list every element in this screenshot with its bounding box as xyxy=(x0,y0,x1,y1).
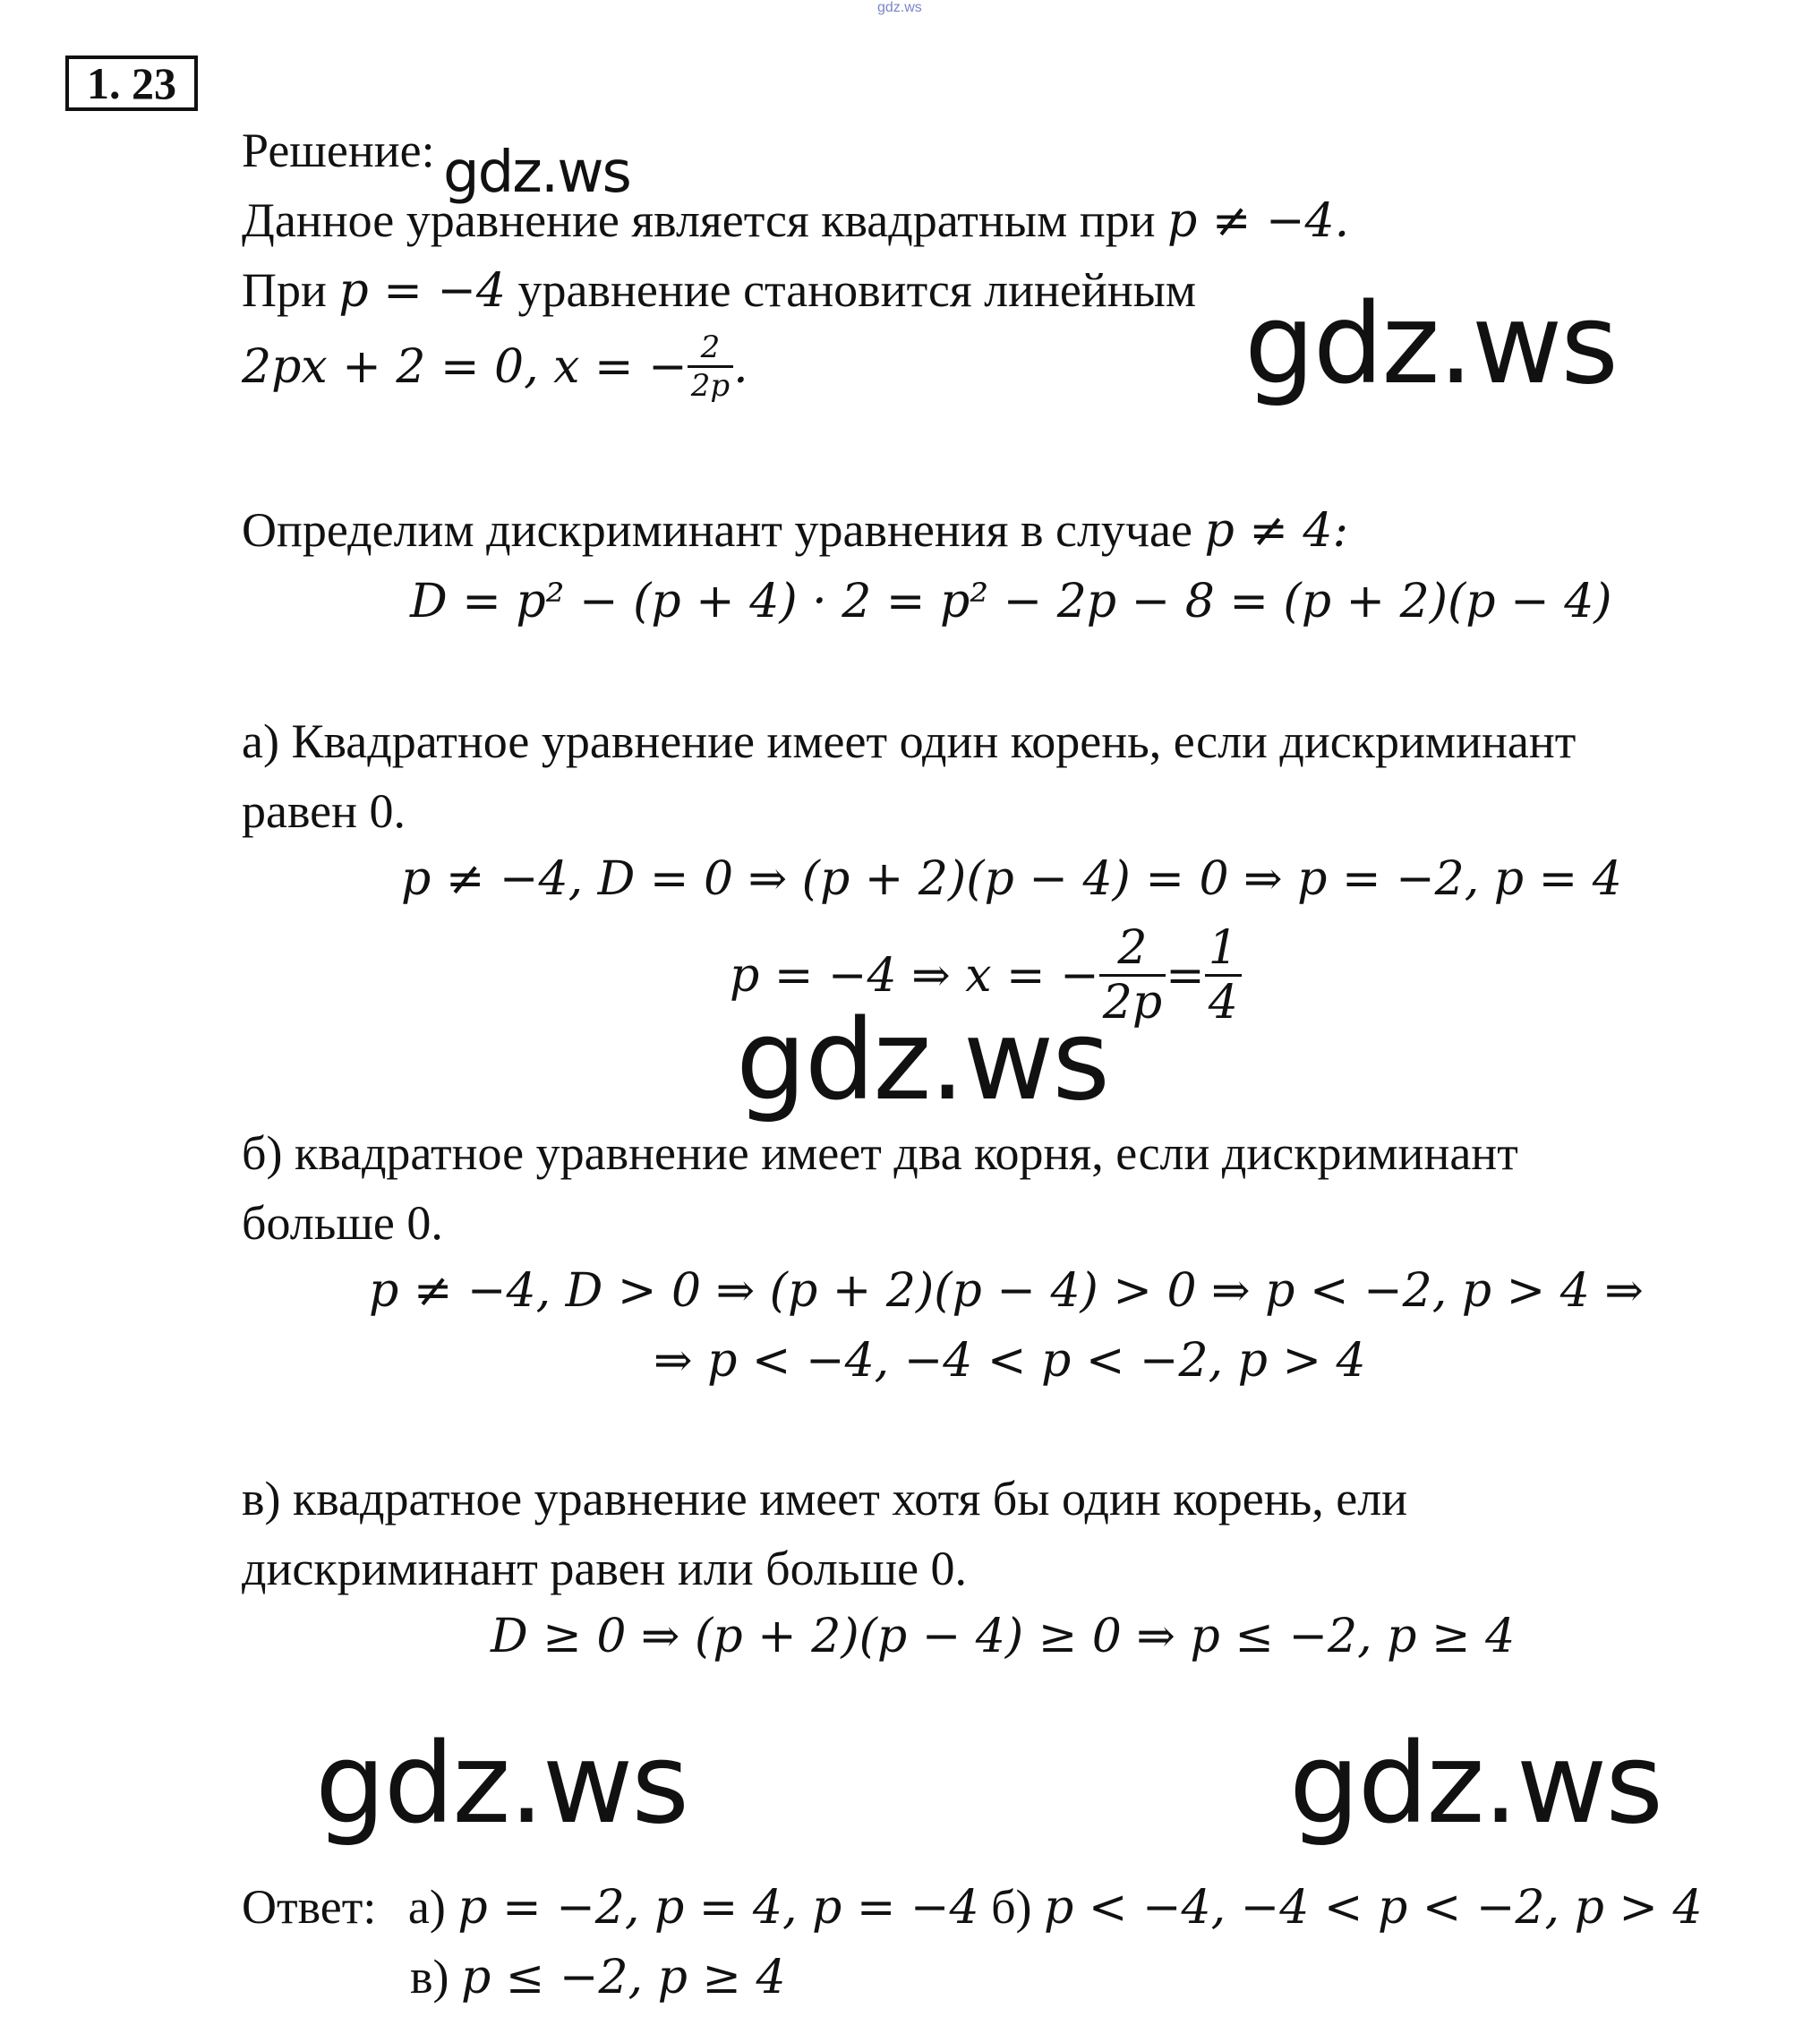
intro-line-2-math: p = −4 xyxy=(338,264,506,318)
part-b-formula-1: p ≠ −4, D > 0 ⇒ (p + 2)(p − 4) > 0 ⇒ p < −2, p > 4 ⇒ xyxy=(369,1264,1644,1318)
discriminant-text: Определим дискриминант уравнения в случае xyxy=(242,503,1205,557)
part-c-formula: D ≥ 0 ⇒ (p + 2)(p − 4) ≥ 0 ⇒ p ≤ −2, p ≥ 4 xyxy=(491,1610,1516,1663)
fraction-denominator: 2p xyxy=(688,365,733,404)
fraction-denominator: 4 xyxy=(1205,974,1242,1029)
part-b-formula-2: ⇒ p < −4, −4 < p < −2, p > 4 xyxy=(654,1334,1366,1388)
discriminant-formula: D = p² − (p + 4) · 2 = p² − 2p − 8 = (p + 2)(p − 4) xyxy=(410,575,1612,628)
answer-c-math: p ≤ −2, p ≥ 4 xyxy=(460,1951,786,2004)
part-b-line-2: больше 0. xyxy=(242,1196,443,1250)
intro-line-2 xyxy=(242,261,1196,320)
answer-line-2 xyxy=(410,1948,786,2006)
intro-line-1-text: Данное уравнение является квадратным при xyxy=(242,193,1168,247)
discriminant-intro xyxy=(242,501,1348,560)
answer-b-label: б) xyxy=(978,1880,1045,1934)
watermark-bottom-left: gdz.ws xyxy=(315,1720,688,1849)
fraction-numerator: 2 xyxy=(1117,921,1148,975)
answer-label: Ответ: xyxy=(242,1880,377,1934)
answer-line-1 xyxy=(242,1878,1703,1936)
intro-line-2-text-b: уравнение становится линейным xyxy=(505,263,1197,317)
watermark-middle: gdz.ws xyxy=(736,996,1108,1125)
part-b-line-1: б) квадратное уравнение имеет два корня, если дискриминант xyxy=(242,1126,1518,1180)
intro-line-1 xyxy=(242,192,1349,250)
watermark-bottom-right: gdz.ws xyxy=(1289,1720,1662,1849)
part-a-formula-2-eq: = xyxy=(1166,948,1205,1003)
intro-line-3 xyxy=(242,329,748,404)
part-c-line-1: в) квадратное уравнение имеет хотя бы один корень, ели xyxy=(242,1472,1408,1526)
part-a-formula-1: p ≠ −4, D = 0 ⇒ (p + 2)(p − 4) = 0 ⇒ p = −2, p = 4 xyxy=(401,852,1622,906)
part-a-line-1: а) Квадратное уравнение имеет один корень, если дискриминант xyxy=(242,714,1576,768)
part-a-fraction-1 xyxy=(1099,922,1166,1029)
watermark-top: gdz.ws xyxy=(877,0,922,15)
watermark-near-solution: gdz.ws xyxy=(443,140,630,206)
intro-line-3-fraction xyxy=(688,329,733,404)
intro-line-1-math: p ≠ −4. xyxy=(1167,194,1350,248)
intro-line-2-text-a: При xyxy=(242,263,339,317)
answer-c-label: в) xyxy=(410,1950,461,2004)
discriminant-condition: p ≠ 4: xyxy=(1204,504,1349,558)
part-c-line-2: дискриминант равен или больше 0. xyxy=(242,1542,968,1595)
fraction-denominator: 2p xyxy=(1099,974,1166,1029)
part-a-line-2: равен 0. xyxy=(242,784,406,838)
answer-b-math: p < −4, −4 < p < −2, p > 4 xyxy=(1044,1881,1703,1935)
answer-a-label: а) xyxy=(407,1880,458,1934)
part-a-formula-2-start: p = −4 ⇒ x = − xyxy=(730,948,1099,1003)
fraction-numerator: 2 xyxy=(700,329,721,365)
part-a-fraction-2 xyxy=(1205,922,1242,1029)
solution-label: Решение: xyxy=(242,124,435,177)
watermark-right-top: gdz.ws xyxy=(1244,280,1617,409)
answer-a-math: p = −2, p = 4, p = −4 xyxy=(457,1881,979,1935)
problem-number: 1. 23 xyxy=(65,56,198,111)
intro-line-3-end: . xyxy=(733,339,748,394)
fraction-numerator: 1 xyxy=(1208,921,1238,975)
intro-line-3-math: 2px + 2 = 0, x = − xyxy=(242,339,688,394)
